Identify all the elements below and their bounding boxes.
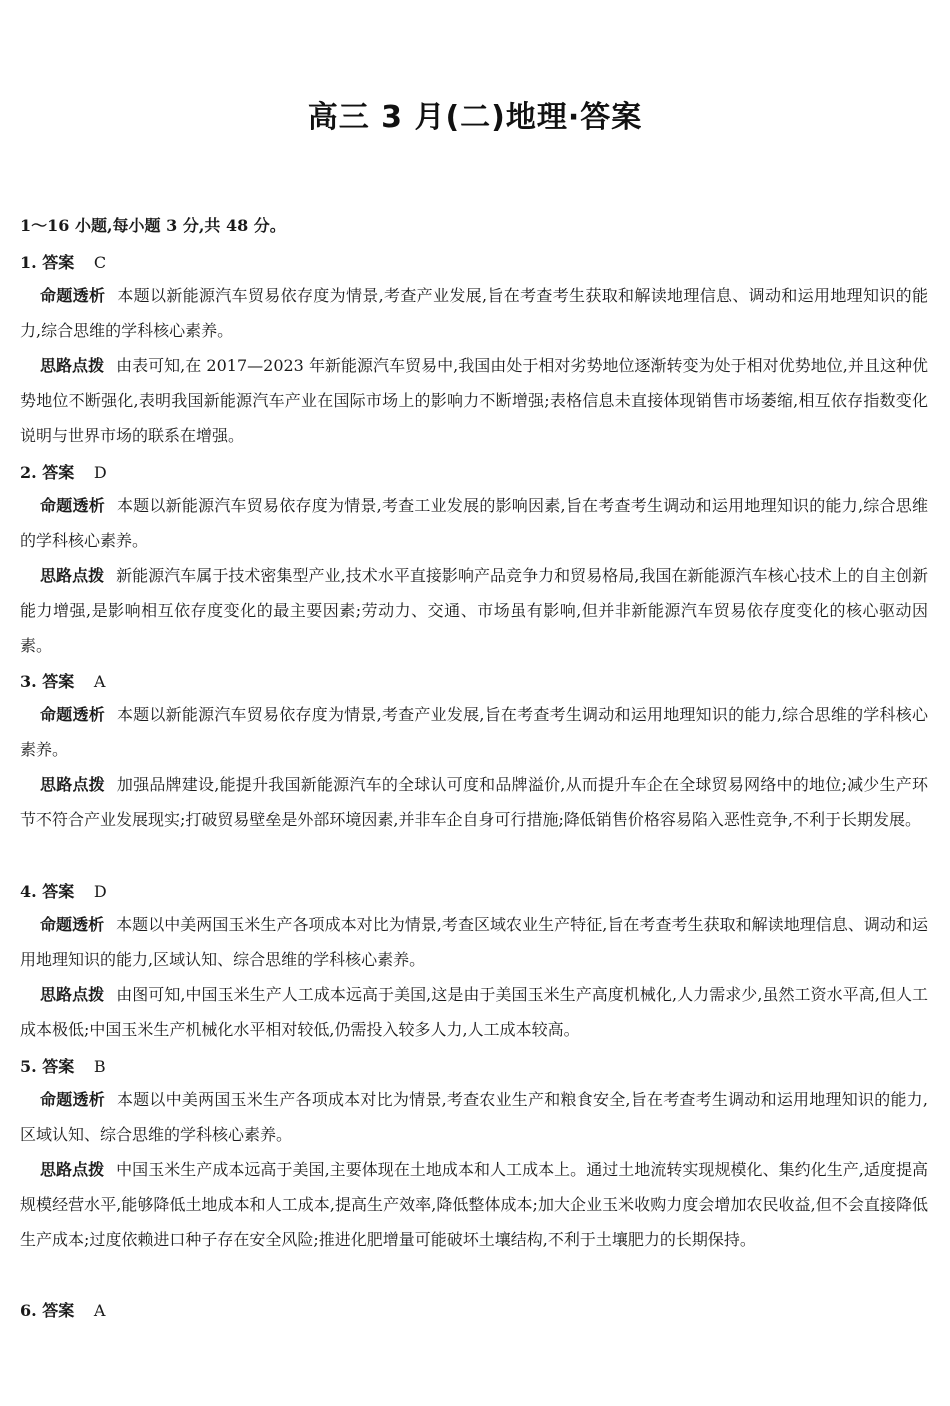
- question-number: 3.: [20, 672, 37, 691]
- section-intro: 1～16 小题,每小题 3 分,共 48 分。: [20, 216, 286, 235]
- hint-text: 中国玉米生产成本远高于美国,主要体现在土地成本和人工成本上。通过土地流转实现规模化、集约化生产,适度提高规模经营水平,能够降低土地成本和人工成本,提高生产效率,降低整体成本;加大企业玉米收购力度会增加农民收益,但不会直接降低生产成本;过度依赖进口种子存在安全风险;推进化肥增量可能破坏土壤结构,不利于土壤肥力的长期保持。: [20, 1160, 928, 1249]
- question-1-hint: [20, 348, 928, 453]
- analysis-text: 本题以新能源汽车贸易依存度为情景,考查产业发展,旨在考查考生获取和解读地理信息、调动和运用地理知识的能力,综合思维的学科核心素养。: [20, 286, 928, 340]
- question-2-heading: [20, 460, 107, 483]
- answer-label: 答案: [42, 1057, 75, 1076]
- answer-label: 答案: [42, 882, 75, 901]
- question-4-hint: [20, 977, 928, 1047]
- answer-value: D: [93, 463, 107, 482]
- analysis-text: 本题以新能源汽车贸易依存度为情景,考查工业发展的影响因素,旨在考查考生调动和运用地理知识的能力,综合思维的学科核心素养。: [20, 496, 928, 550]
- answer-label: 答案: [42, 672, 75, 691]
- hint-label: 思路点拨: [40, 356, 105, 375]
- analysis-text: 本题以新能源汽车贸易依存度为情景,考查产业发展,旨在考查考生调动和运用地理知识的能力,综合思维的学科核心素养。: [20, 705, 928, 759]
- hint-label: 思路点拨: [40, 566, 105, 585]
- question-3-heading: [20, 669, 105, 692]
- question-number: 1.: [20, 253, 37, 272]
- hint-label: 思路点拨: [40, 1160, 105, 1179]
- hint-label: 思路点拨: [40, 775, 105, 794]
- answer-label: 答案: [42, 253, 75, 272]
- answer-value: A: [93, 672, 106, 691]
- question-2-hint: [20, 558, 928, 663]
- question-5-analysis: [20, 1082, 928, 1152]
- question-2-analysis: [20, 488, 928, 558]
- analysis-text: 本题以中美两国玉米生产各项成本对比为情景,考查农业生产和粮食安全,旨在考查考生调动和运用地理知识的能力,区域认知、综合思维的学科核心素养。: [20, 1090, 928, 1144]
- hint-label: 思路点拨: [40, 985, 105, 1004]
- page-title: 高三 3 月(二)地理·答案: [307, 100, 643, 135]
- question-5-heading: [20, 1054, 106, 1077]
- question-4-analysis: [20, 907, 928, 977]
- answer-value: D: [93, 882, 107, 901]
- answer-label: 答案: [42, 1301, 75, 1320]
- question-3-analysis: [20, 697, 928, 767]
- answer-value: A: [93, 1301, 106, 1320]
- analysis-label: 命题透析: [40, 705, 105, 724]
- question-4-heading: [20, 879, 107, 902]
- question-number: 5.: [20, 1057, 37, 1076]
- analysis-label: 命题透析: [40, 286, 106, 305]
- analysis-label: 命题透析: [40, 1090, 105, 1109]
- hint-text: 由图可知,中国玉米生产人工成本远高于美国,这是由于美国玉米生产高度机械化,人力需求少,虽然工资水平高,但人工成本极低;中国玉米生产机械化水平相对较低,仍需投入较多人力,人工成本较高。: [20, 985, 928, 1039]
- hint-text: 由表可知,在 2017—2023 年新能源汽车贸易中,我国由处于相对劣势地位逐渐转变为处于相对优势地位,并且这种优势地位不断强化,表明我国新能源汽车产业在国际市场上的影响力不断增强;表格信息未直接体现销售市场萎缩,相互依存指数变化说明与世界市场的联系在增强。: [20, 356, 928, 445]
- question-6-heading: [20, 1298, 105, 1321]
- question-3-hint: [20, 767, 928, 837]
- analysis-label: 命题透析: [40, 915, 105, 934]
- question-number: 4.: [20, 882, 37, 901]
- hint-text: 加强品牌建设,能提升我国新能源汽车的全球认可度和品牌溢价,从而提升车企在全球贸易网络中的地位;减少生产环节不符合产业发展现实;打破贸易壁垒是外部环境因素,并非车企自身可行措施;降低销售价格容易陷入恶性竞争,不利于长期发展。: [20, 775, 928, 829]
- question-number: 2.: [20, 463, 37, 482]
- question-number: 6.: [20, 1301, 37, 1320]
- hint-text: 新能源汽车属于技术密集型产业,技术水平直接影响产品竞争力和贸易格局,我国在新能源汽车核心技术上的自主创新能力增强,是影响相互依存度变化的最主要因素;劳动力、交通、市场虽有影响,但并非新能源汽车贸易依存度变化的核心驱动因素。: [20, 566, 928, 655]
- question-1-analysis: [20, 278, 928, 348]
- question-1-heading: [20, 250, 106, 273]
- answer-value: B: [93, 1057, 106, 1076]
- analysis-text: 本题以中美两国玉米生产各项成本对比为情景,考查区域农业生产特征,旨在考查考生获取和解读地理信息、调动和运用地理知识的能力,区域认知、综合思维的学科核心素养。: [20, 915, 928, 969]
- analysis-label: 命题透析: [40, 496, 105, 515]
- answer-value: C: [93, 253, 107, 272]
- question-5-hint: [20, 1152, 928, 1257]
- answer-label: 答案: [42, 463, 75, 482]
